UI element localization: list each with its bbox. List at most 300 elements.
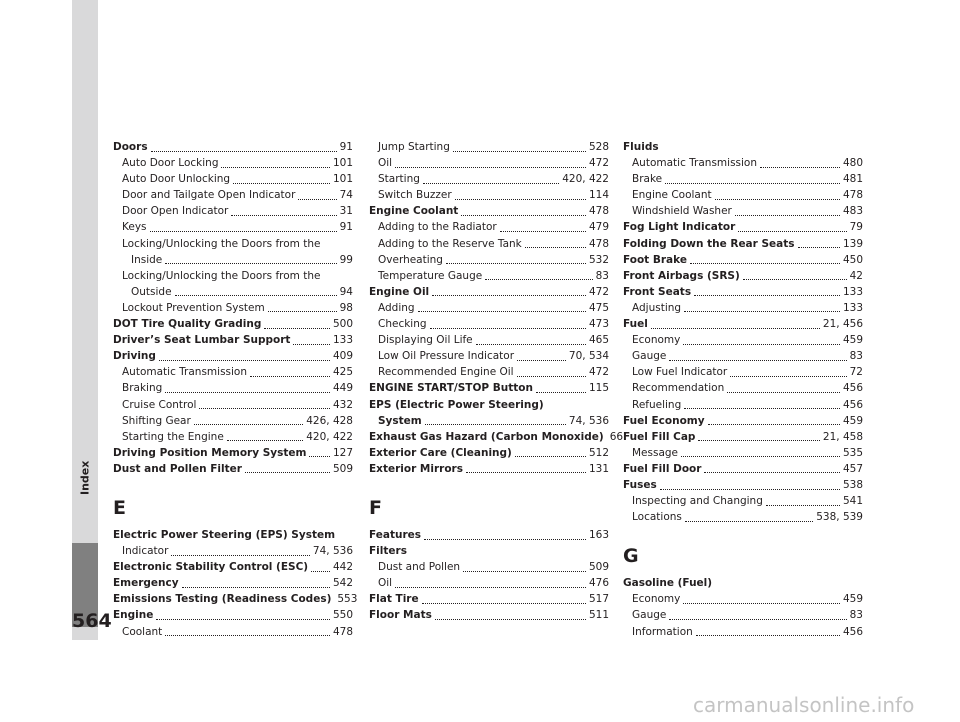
dot-leader bbox=[159, 360, 330, 361]
page-number: 564 bbox=[72, 610, 112, 632]
index-subentry[interactable] bbox=[113, 252, 353, 268]
index-term: Foot Brake bbox=[623, 253, 687, 266]
index-term: Floor Mats bbox=[369, 609, 432, 622]
index-entry[interactable] bbox=[623, 268, 863, 284]
index-term: Inside bbox=[131, 253, 163, 266]
dot-leader bbox=[455, 199, 586, 200]
dot-leader bbox=[461, 215, 586, 216]
dot-leader bbox=[165, 392, 330, 393]
index-subentry[interactable] bbox=[623, 300, 863, 316]
page-reference[interactable]: 459 bbox=[842, 414, 863, 427]
dot-leader bbox=[684, 408, 840, 409]
index-term: Coolant bbox=[122, 625, 163, 638]
index-subentry[interactable] bbox=[369, 559, 609, 575]
dot-leader bbox=[536, 392, 586, 393]
index-term: Filters bbox=[369, 545, 407, 558]
page-reference[interactable]: 478 bbox=[332, 625, 353, 638]
index-term: Locking/Unlocking the Doors from the bbox=[122, 237, 321, 250]
page-reference[interactable]: 91 bbox=[339, 221, 353, 234]
index-entry[interactable] bbox=[113, 316, 353, 332]
index-subentry[interactable] bbox=[113, 155, 353, 171]
index-entry[interactable] bbox=[623, 236, 863, 252]
index-term: Door and Tailgate Open Indicator bbox=[122, 189, 296, 202]
index-term: Gasoline (Fuel) bbox=[623, 577, 713, 590]
index-subentry[interactable] bbox=[113, 364, 353, 380]
dot-leader bbox=[683, 344, 840, 345]
page-reference[interactable]: 478 bbox=[588, 205, 609, 218]
index-entry[interactable] bbox=[623, 477, 863, 493]
index-entry[interactable] bbox=[369, 397, 609, 413]
page-reference[interactable]: 133 bbox=[842, 285, 863, 298]
dot-leader bbox=[453, 151, 586, 152]
page-reference[interactable]: 74 bbox=[339, 189, 353, 202]
dot-leader bbox=[293, 344, 330, 345]
index-column-2 bbox=[369, 139, 624, 624]
index-subentry[interactable] bbox=[623, 380, 863, 396]
page-reference[interactable]: 479 bbox=[588, 221, 609, 234]
index-term: Braking bbox=[122, 382, 163, 395]
page-reference[interactable]: 449 bbox=[332, 382, 353, 395]
dot-leader bbox=[466, 472, 586, 473]
page-reference[interactable]: 131 bbox=[588, 462, 609, 475]
index-subentry[interactable] bbox=[113, 187, 353, 203]
dot-leader bbox=[264, 328, 330, 329]
index-term: Fuel bbox=[623, 318, 648, 331]
index-term: Engine bbox=[113, 609, 154, 622]
index-term: Cruise Control bbox=[122, 398, 197, 411]
index-subentry[interactable] bbox=[623, 607, 863, 623]
index-term: Low Fuel Indicator bbox=[632, 366, 728, 379]
page-reference[interactable]: 483 bbox=[842, 205, 863, 218]
index-entry[interactable] bbox=[623, 139, 863, 155]
dot-leader bbox=[694, 295, 840, 296]
index-term: Door Open Indicator bbox=[122, 205, 229, 218]
page-reference[interactable]: 472 bbox=[588, 285, 609, 298]
index-subentry[interactable] bbox=[369, 219, 609, 235]
index-term: Fluids bbox=[623, 141, 659, 153]
index-subentry[interactable] bbox=[369, 575, 609, 591]
page-reference[interactable]: 426, 428 bbox=[306, 414, 353, 427]
index-entry[interactable] bbox=[623, 219, 863, 235]
page-reference[interactable]: 511 bbox=[588, 609, 609, 622]
index-entry[interactable] bbox=[113, 445, 353, 461]
index-term: Economy bbox=[632, 334, 681, 347]
page-reference[interactable]: 500 bbox=[332, 318, 353, 331]
page-reference[interactable]: 517 bbox=[588, 593, 609, 606]
index-entry[interactable] bbox=[113, 332, 353, 348]
index-term: Auto Door Unlocking bbox=[122, 173, 231, 186]
dot-leader bbox=[500, 231, 586, 232]
page-reference[interactable]: 432 bbox=[332, 398, 353, 411]
index-entry[interactable] bbox=[369, 461, 609, 477]
page-reference[interactable]: 456 bbox=[842, 625, 863, 638]
page-reference[interactable]: 478 bbox=[842, 189, 863, 202]
index-subentry[interactable] bbox=[113, 380, 353, 396]
index-term: Emissions Testing (Readiness Codes) bbox=[113, 593, 332, 606]
dot-leader bbox=[435, 619, 586, 620]
page-reference[interactable]: 478 bbox=[588, 237, 609, 250]
index-subentry[interactable] bbox=[369, 348, 609, 364]
index-subentry[interactable] bbox=[113, 413, 353, 429]
index-term: Locations bbox=[632, 511, 682, 524]
index-subentry[interactable] bbox=[113, 300, 353, 316]
page-reference[interactable]: 465 bbox=[588, 334, 609, 347]
dot-leader bbox=[665, 183, 840, 184]
page-reference[interactable]: 456 bbox=[842, 382, 863, 395]
index-subentry[interactable] bbox=[113, 171, 353, 187]
index-subentry[interactable] bbox=[623, 624, 863, 640]
index-term: Exterior Mirrors bbox=[369, 462, 463, 475]
page-reference[interactable]: 459 bbox=[842, 593, 863, 606]
index-entry[interactable] bbox=[369, 429, 624, 445]
page-reference[interactable]: 538 bbox=[842, 478, 863, 491]
index-subentry[interactable] bbox=[369, 139, 609, 155]
index-term: Starting the Engine bbox=[122, 430, 224, 443]
dot-leader bbox=[684, 311, 840, 312]
index-subentry[interactable] bbox=[623, 364, 863, 380]
side-tab-label: Index bbox=[78, 460, 92, 496]
index-entry[interactable] bbox=[113, 139, 353, 155]
dot-leader bbox=[298, 199, 336, 200]
index-term: Recommendation bbox=[632, 382, 725, 395]
index-term: Overheating bbox=[378, 253, 443, 266]
dot-leader bbox=[418, 311, 586, 312]
page-reference[interactable]: 450 bbox=[842, 253, 863, 266]
dot-leader bbox=[683, 603, 840, 604]
index-subentry[interactable] bbox=[369, 236, 609, 252]
index-subentry[interactable] bbox=[623, 155, 863, 171]
page-reference[interactable]: 472 bbox=[588, 157, 609, 170]
dot-leader bbox=[309, 456, 330, 457]
index-term: Electronic Stability Control (ESC) bbox=[113, 561, 309, 574]
dot-leader bbox=[485, 279, 592, 280]
page-reference[interactable]: 115 bbox=[588, 382, 609, 395]
index-term: Switch Buzzer bbox=[378, 189, 452, 202]
page-reference[interactable]: 133 bbox=[842, 301, 863, 314]
dot-leader bbox=[476, 344, 586, 345]
page-reference[interactable]: 127 bbox=[332, 446, 353, 459]
index-subentry[interactable] bbox=[113, 236, 353, 252]
index-term: Fuel Fill Door bbox=[623, 462, 702, 475]
index-term: Engine Coolant bbox=[632, 189, 712, 202]
index-term: Adjusting bbox=[632, 301, 682, 314]
index-term: Features bbox=[369, 528, 421, 541]
dot-leader bbox=[424, 539, 586, 540]
index-entry[interactable] bbox=[369, 543, 609, 559]
index-subentry[interactable] bbox=[113, 268, 353, 284]
index-subentry[interactable] bbox=[623, 348, 863, 364]
page-reference[interactable]: 66 bbox=[609, 430, 624, 443]
index-term: Temperature Gauge bbox=[378, 269, 483, 282]
index-term: Oil bbox=[378, 577, 393, 590]
index-term: Gauge bbox=[632, 350, 667, 363]
index-term: Flat Tire bbox=[369, 593, 419, 606]
page-reference[interactable]: 83 bbox=[849, 609, 863, 622]
dot-leader bbox=[730, 376, 846, 377]
dot-leader bbox=[194, 424, 303, 425]
page-reference[interactable]: 409 bbox=[332, 350, 353, 363]
page-reference[interactable]: 475 bbox=[588, 301, 609, 314]
page-reference[interactable]: 114 bbox=[588, 189, 609, 202]
page-reference[interactable]: 42 bbox=[849, 269, 863, 282]
index-entry[interactable] bbox=[113, 348, 353, 364]
dot-leader bbox=[165, 635, 330, 636]
index-term: Gauge bbox=[632, 609, 667, 622]
page-reference[interactable]: 425 bbox=[332, 366, 353, 379]
page-reference[interactable]: 528 bbox=[588, 141, 609, 153]
index-term: Driving bbox=[113, 350, 156, 363]
index-entry[interactable] bbox=[369, 380, 609, 396]
dot-leader bbox=[760, 167, 840, 168]
index-subentry[interactable] bbox=[369, 187, 609, 203]
index-term: Windshield Washer bbox=[632, 205, 732, 218]
section-letter-heading: E bbox=[113, 496, 126, 519]
page-reference[interactable]: 472 bbox=[588, 366, 609, 379]
index-term: Adding to the Radiator bbox=[378, 221, 497, 234]
page-reference[interactable]: 538, 539 bbox=[816, 511, 863, 524]
dot-leader bbox=[525, 247, 586, 248]
index-subentry[interactable] bbox=[369, 252, 609, 268]
dot-leader bbox=[766, 505, 840, 506]
index-subentry[interactable] bbox=[623, 203, 863, 219]
index-subentry[interactable] bbox=[369, 300, 609, 316]
index-subentry[interactable] bbox=[623, 397, 863, 413]
index-subentry[interactable] bbox=[623, 591, 863, 607]
page-reference[interactable]: 21, 458 bbox=[822, 430, 863, 443]
dot-leader bbox=[715, 199, 840, 200]
dot-leader bbox=[517, 360, 566, 361]
index-subentry[interactable] bbox=[113, 219, 353, 235]
index-subentry[interactable] bbox=[623, 509, 863, 525]
index-entry[interactable] bbox=[369, 445, 609, 461]
index-term: Dust and Pollen Filter bbox=[113, 462, 242, 475]
page-reference[interactable]: 550 bbox=[332, 609, 353, 622]
dot-leader bbox=[151, 151, 337, 152]
index-term: Front Seats bbox=[623, 285, 692, 298]
dot-leader bbox=[311, 571, 330, 572]
index-subentry[interactable] bbox=[369, 413, 609, 429]
page-reference[interactable]: 457 bbox=[842, 462, 863, 475]
page-reference[interactable]: 473 bbox=[588, 318, 609, 331]
dot-leader bbox=[422, 603, 586, 604]
index-term: Keys bbox=[122, 221, 147, 234]
index-subentry[interactable] bbox=[113, 543, 353, 559]
index-subentry[interactable] bbox=[369, 316, 609, 332]
page-reference[interactable]: 535 bbox=[842, 446, 863, 459]
dot-leader bbox=[651, 328, 820, 329]
page-reference[interactable]: 509 bbox=[588, 561, 609, 574]
dot-leader bbox=[681, 456, 840, 457]
index-subentry[interactable] bbox=[113, 397, 353, 413]
index-term: Fog Light Indicator bbox=[623, 221, 736, 234]
page-reference[interactable]: 72 bbox=[849, 366, 863, 379]
page-reference[interactable]: 542 bbox=[332, 577, 353, 590]
dot-leader bbox=[669, 360, 846, 361]
index-term: Engine Coolant bbox=[369, 205, 459, 218]
dot-leader bbox=[268, 311, 337, 312]
index-subentry[interactable] bbox=[113, 284, 353, 300]
index-term: Low Oil Pressure Indicator bbox=[378, 350, 515, 363]
page-reference[interactable]: 553 bbox=[337, 593, 358, 606]
page-reference[interactable]: 99 bbox=[339, 253, 353, 266]
page-reference[interactable]: 133 bbox=[332, 334, 353, 347]
dot-leader bbox=[669, 619, 846, 620]
page-reference[interactable]: 70, 534 bbox=[568, 350, 609, 363]
index-entry[interactable] bbox=[369, 203, 609, 219]
dot-leader bbox=[446, 263, 586, 264]
index-subentry[interactable] bbox=[113, 624, 353, 640]
index-term: Message bbox=[632, 446, 679, 459]
index-column-1 bbox=[113, 139, 358, 640]
dot-leader bbox=[517, 376, 586, 377]
index-term: Shifting Gear bbox=[122, 414, 191, 427]
page-reference[interactable]: 91 bbox=[339, 141, 353, 153]
page-reference[interactable]: 442 bbox=[332, 561, 353, 574]
index-subentry[interactable] bbox=[369, 332, 609, 348]
dot-leader bbox=[425, 424, 566, 425]
index-term: Economy bbox=[632, 593, 681, 606]
index-entry[interactable] bbox=[623, 316, 863, 332]
index-entry[interactable] bbox=[369, 527, 609, 543]
index-term: DOT Tire Quality Grading bbox=[113, 318, 262, 331]
index-term: ENGINE START/STOP Button bbox=[369, 382, 533, 395]
page-reference[interactable]: 94 bbox=[339, 285, 353, 298]
page-reference[interactable]: 420, 422 bbox=[562, 173, 609, 186]
index-entry[interactable] bbox=[623, 252, 863, 268]
index-term: Recommended Engine Oil bbox=[378, 366, 514, 379]
index-term: Indicator bbox=[122, 545, 169, 558]
page-reference[interactable]: 481 bbox=[842, 173, 863, 186]
index-term: Folding Down the Rear Seats bbox=[623, 237, 795, 250]
dot-leader bbox=[423, 183, 559, 184]
index-term: Driving Position Memory System bbox=[113, 446, 307, 459]
index-entry[interactable] bbox=[623, 284, 863, 300]
index-term: Exhaust Gas Hazard (Carbon Monoxide) bbox=[369, 430, 604, 443]
dot-leader bbox=[515, 456, 586, 457]
page-reference[interactable]: 480 bbox=[842, 157, 863, 170]
index-subentry[interactable] bbox=[623, 332, 863, 348]
index-entry[interactable] bbox=[113, 461, 353, 477]
dot-leader bbox=[233, 183, 330, 184]
index-term: Engine Oil bbox=[369, 285, 430, 298]
page-reference[interactable]: 83 bbox=[849, 350, 863, 363]
index-term: Starting bbox=[378, 173, 420, 186]
index-subentry[interactable] bbox=[623, 171, 863, 187]
page-reference[interactable]: 101 bbox=[332, 157, 353, 170]
dot-leader bbox=[743, 279, 847, 280]
dot-leader bbox=[171, 555, 310, 556]
index-term: Front Airbags (SRS) bbox=[623, 269, 740, 282]
index-entry[interactable] bbox=[113, 559, 353, 575]
page-reference[interactable]: 476 bbox=[588, 577, 609, 590]
index-entry[interactable] bbox=[113, 591, 358, 607]
page-reference[interactable]: 74, 536 bbox=[568, 414, 609, 427]
dot-leader bbox=[250, 376, 330, 377]
index-entry[interactable] bbox=[113, 527, 353, 543]
section-letter-heading: F bbox=[369, 496, 382, 519]
page-reference[interactable]: 74, 536 bbox=[312, 545, 353, 558]
index-entry[interactable] bbox=[369, 284, 609, 300]
dot-leader bbox=[660, 489, 840, 490]
dot-leader bbox=[432, 295, 586, 296]
index-subentry[interactable] bbox=[369, 364, 609, 380]
index-term: Checking bbox=[378, 318, 427, 331]
index-subentry[interactable] bbox=[623, 493, 863, 509]
page-reference[interactable]: 101 bbox=[332, 173, 353, 186]
index-term: Driver’s Seat Lumbar Support bbox=[113, 334, 291, 347]
index-entry[interactable] bbox=[113, 607, 353, 623]
page-reference[interactable]: 139 bbox=[842, 237, 863, 250]
index-term: Automatic Transmission bbox=[122, 366, 248, 379]
index-entry[interactable] bbox=[369, 607, 609, 623]
dot-leader bbox=[696, 635, 840, 636]
page-reference[interactable]: 532 bbox=[588, 253, 609, 266]
index-entry[interactable] bbox=[623, 413, 863, 429]
page-reference[interactable]: 98 bbox=[339, 301, 353, 314]
index-entry[interactable] bbox=[623, 575, 863, 591]
page-reference[interactable]: 509 bbox=[332, 462, 353, 475]
dot-leader bbox=[708, 424, 840, 425]
dot-leader bbox=[698, 440, 819, 441]
index-subentry[interactable] bbox=[623, 445, 863, 461]
index-entry[interactable] bbox=[113, 575, 353, 591]
dot-leader bbox=[221, 167, 329, 168]
dot-leader bbox=[156, 619, 330, 620]
dot-leader bbox=[463, 571, 586, 572]
index-term: System bbox=[378, 414, 422, 427]
index-term: Lockout Prevention System bbox=[122, 301, 265, 314]
index-term: Fuses bbox=[623, 478, 657, 491]
index-entry[interactable] bbox=[623, 429, 863, 445]
index-term: Outside bbox=[131, 285, 172, 298]
index-term: Electric Power Steering (EPS) System bbox=[113, 528, 336, 541]
index-subentry[interactable] bbox=[369, 155, 609, 171]
index-entry[interactable] bbox=[623, 461, 863, 477]
index-term: Emergency bbox=[113, 577, 179, 590]
index-subentry[interactable] bbox=[369, 171, 609, 187]
index-term: Adding to the Reserve Tank bbox=[378, 237, 522, 250]
index-subentry[interactable] bbox=[623, 187, 863, 203]
index-entry[interactable] bbox=[369, 591, 609, 607]
index-term: Inspecting and Changing bbox=[632, 495, 763, 508]
page-reference[interactable]: 459 bbox=[842, 334, 863, 347]
index-subentry[interactable] bbox=[369, 268, 609, 284]
index-term: Auto Door Locking bbox=[122, 157, 219, 170]
dot-leader bbox=[150, 231, 337, 232]
index-term: Doors bbox=[113, 141, 148, 153]
dot-leader bbox=[738, 231, 846, 232]
page-reference[interactable]: 79 bbox=[849, 221, 863, 234]
index-subentry[interactable] bbox=[113, 203, 353, 219]
page-reference[interactable]: 456 bbox=[842, 398, 863, 411]
index-term: Information bbox=[632, 625, 693, 638]
dot-leader bbox=[430, 328, 586, 329]
page-reference[interactable]: 512 bbox=[588, 446, 609, 459]
dot-leader bbox=[175, 295, 337, 296]
section-letter-heading: G bbox=[623, 545, 639, 568]
page-reference[interactable]: 420, 422 bbox=[306, 430, 353, 443]
page-reference[interactable]: 541 bbox=[842, 495, 863, 508]
page-reference[interactable]: 21, 456 bbox=[822, 318, 863, 331]
index-term: Displaying Oil Life bbox=[378, 334, 473, 347]
index-term: Locking/Unlocking the Doors from the bbox=[122, 269, 321, 282]
dot-leader bbox=[199, 408, 330, 409]
page-reference[interactable]: 83 bbox=[595, 269, 609, 282]
page-reference[interactable]: 31 bbox=[339, 205, 353, 218]
index-subentry[interactable] bbox=[113, 429, 353, 445]
dot-leader bbox=[798, 247, 840, 248]
page-reference[interactable]: 163 bbox=[588, 528, 609, 541]
